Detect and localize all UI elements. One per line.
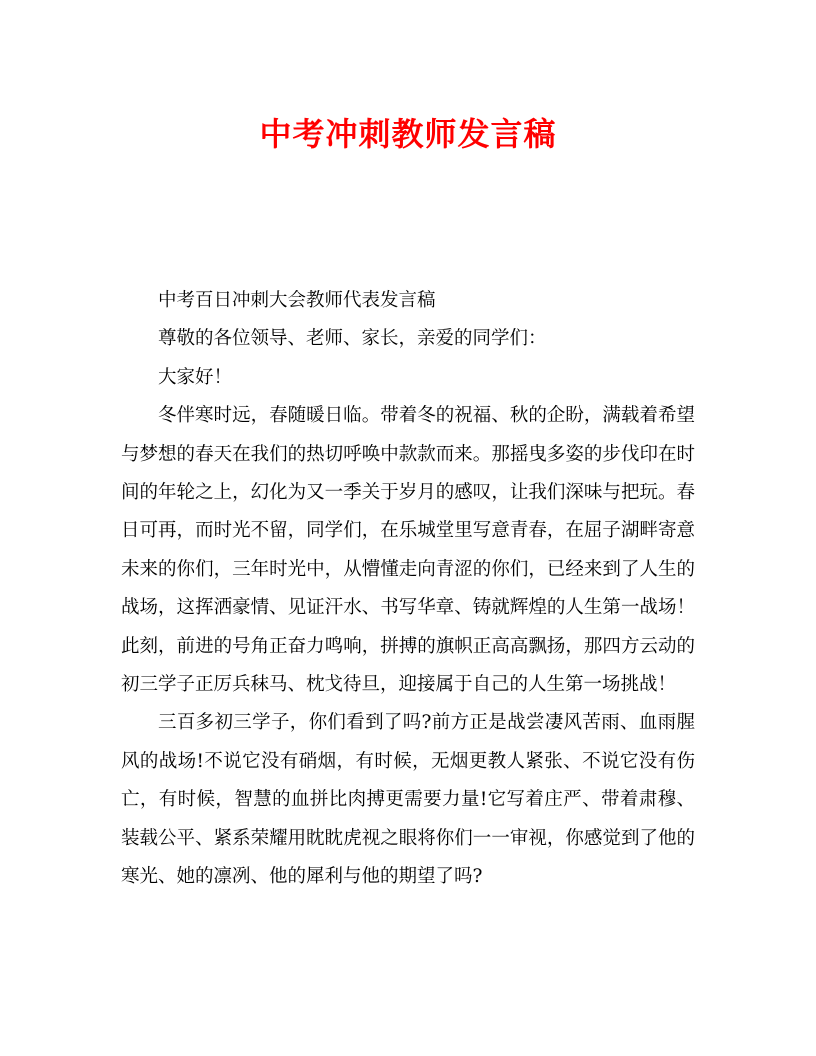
document-body [121,282,695,897]
paragraph-greeting: 大家好！ [158,366,233,388]
document-title: 中考冲刺教师发言稿 [259,115,557,153]
paragraph-body-2: 三百多初三学子，你们看到了吗?前方正是战尝凄风苦雨、血雨腥风的战场!不说它没有硝烟，有时候，无烟更教人紧张、不说它没有伤亡，有时候，智慧的血拼比肉搏更需要力量!它写着庄严、带着肃穆、装载公平、紧系荣耀用眈眈虎视之眼将你们一一审视，你感觉到了他的寒光、她的凛冽、他的犀利与他的期望了吗? [121,712,695,888]
paragraph-body-1: 冬伴寒时远，春随暖日临。带着冬的祝福、秋的企盼，满载着希望与梦想的春天在我们的热切呼唤中款款而来。那摇曳多姿的步伐印在时间的年轮之上，幻化为又一季关于岁月的感叹，让我们深味与把玩。春日可再，而时光不留，同学们，在乐城堂里写意青春，在屈子湖畔寄意未来的你们，三年时光中，从懵懂走向青涩的你们，已经来到了人生的战场，这挥洒豪情、见证汗水、书写华章、铸就辉煌的人生第一战场！此刻，前进的号角正奋力鸣响，拼搏的旗帜正高高飘扬，那四方云动的初三学子正厉兵秣马、枕戈待旦，迎接属于自己的人生第一场挑战！ [121,405,695,696]
paragraph-heading: 中考百日冲刺大会教师代表发言稿 [158,290,436,311]
paragraph-salutation: 尊敬的各位领导、老师、家长，亲爱的同学们： [158,328,547,350]
